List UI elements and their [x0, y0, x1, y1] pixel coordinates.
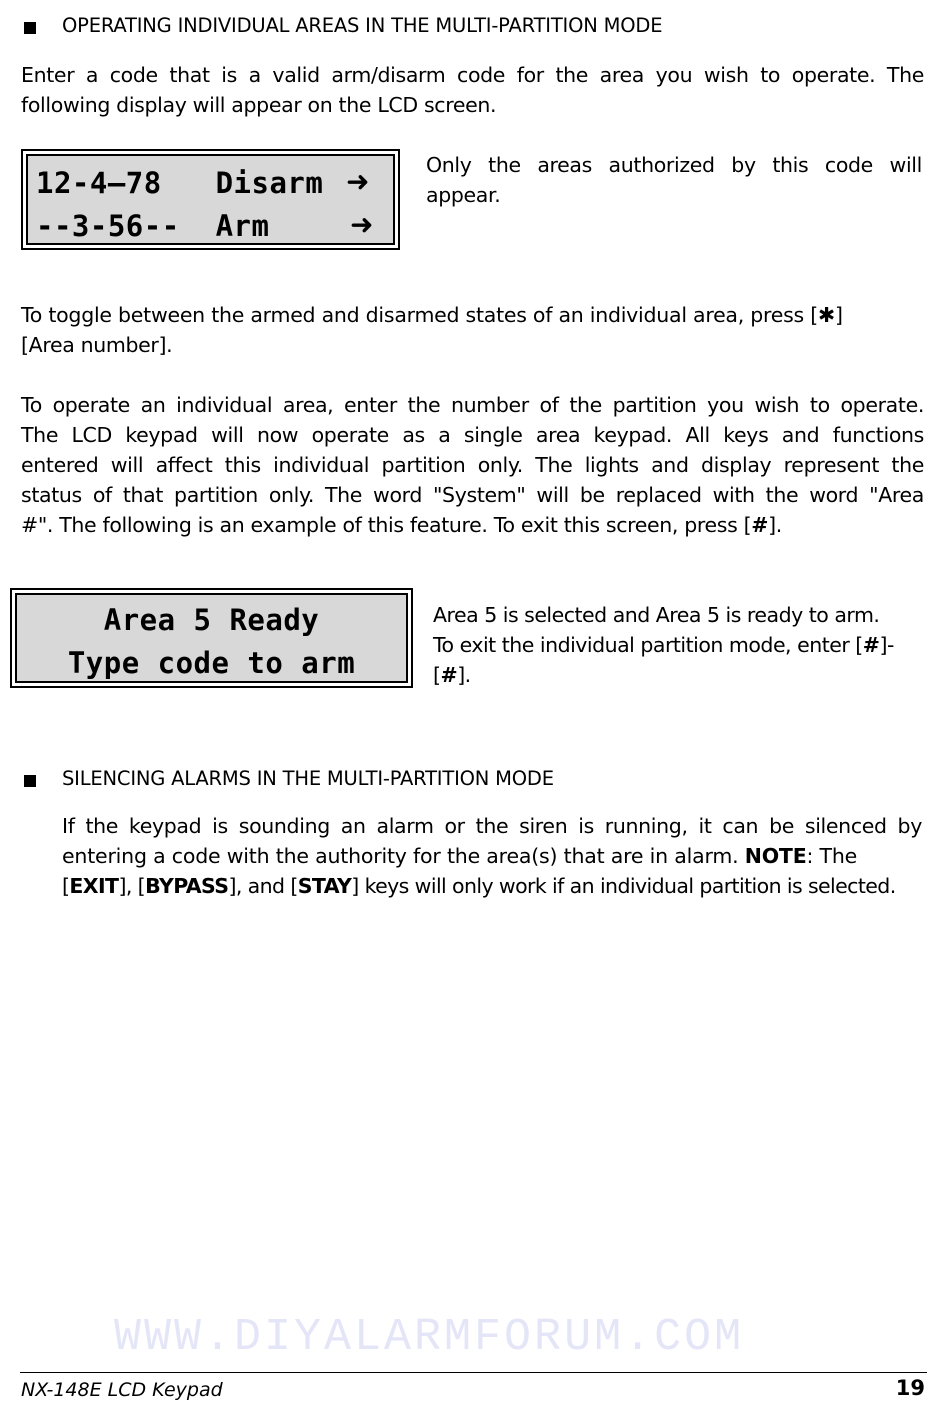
- operate-line-1: To operate an individual area, enter the number of the partition you wish to operate.: [21, 393, 924, 417]
- intro-paragraph: [21, 60, 924, 120]
- lcd2-note-close: ].: [457, 663, 471, 687]
- lcd2-note-dash: ]-: [879, 633, 894, 657]
- toggle-line-2: [Area number].: [21, 333, 173, 357]
- intro-line-1: Enter a code that is a valid arm/disarm code for the area you wish to operate. The: [21, 63, 924, 87]
- lcd-line-1: Area 5 Ready: [103, 603, 320, 637]
- silencing-line-2-text: entering a code with the authority for the area(s) that are in alarm.: [62, 844, 745, 868]
- right-arrow-icon: ➜: [350, 208, 374, 241]
- operate-line-4: status of that partition only. The word "System" will be replaced with the word "Area: [21, 483, 924, 507]
- hash-key: #: [862, 633, 880, 657]
- bullet-icon: [24, 775, 36, 787]
- exit-key: EXIT: [69, 874, 119, 898]
- hash-key: #: [440, 663, 458, 687]
- right-arrow-icon: ➜: [346, 165, 370, 198]
- lcd2-note-open: [: [433, 663, 441, 687]
- lcd2-note-line-3: [433, 660, 923, 690]
- lcd2-note: [433, 600, 923, 690]
- bracket: ], [: [118, 874, 146, 898]
- bracket: [: [62, 874, 70, 898]
- bracket: ], and [: [228, 874, 298, 898]
- silencing-line-1: If the keypad is sounding an alarm or the siren is running, it can be silenced by: [62, 814, 922, 838]
- section-heading-operating: OPERATING INDIVIDUAL AREAS IN THE MULTI-PARTITION MODE: [62, 14, 663, 37]
- toggle-bracket: ]: [834, 303, 843, 327]
- star-key: ✱: [818, 303, 835, 327]
- lcd-screen: [26, 154, 395, 245]
- hash-key: #: [751, 513, 769, 537]
- silencing-line-2: [62, 841, 922, 871]
- silencing-paragraph: [62, 811, 922, 901]
- lcd-display-area-ready: [10, 588, 413, 688]
- lcd-line-2: --3-56-- Arm: [36, 209, 270, 243]
- operate-line-2: The LCD keypad will now operate as a single area keypad. All keys and functions: [21, 423, 924, 447]
- footer-title: NX-148E LCD Keypad: [21, 1379, 223, 1401]
- bypass-key: BYPASS: [145, 874, 229, 898]
- toggle-text: To toggle between the armed and disarmed states of an individual area, press [: [21, 303, 819, 327]
- lcd1-note-line-1: Only the areas authorized by this code will: [426, 153, 922, 177]
- operate-line-5: [21, 510, 924, 540]
- lcd-screen: [15, 593, 408, 683]
- watermark: WWW.DIYALARMFORUM.COM: [114, 1312, 745, 1363]
- toggle-line-1: [21, 300, 926, 330]
- operate-paragraph: [21, 390, 924, 540]
- lcd-display-areas: [21, 149, 400, 250]
- note-label: NOTE: [744, 844, 807, 868]
- intro-line-2: following display will appear on the LCD screen.: [21, 93, 497, 117]
- section-heading-silencing: SILENCING ALARMS IN THE MULTI-PARTITION MODE: [62, 767, 554, 790]
- operate-line-5-end: ].: [768, 513, 782, 537]
- operate-line-3: entered will affect this individual partition only. The lights and display represent the: [21, 453, 924, 477]
- toggle-paragraph: [21, 300, 926, 360]
- operate-line-5-text: #". The following is an example of this feature. To exit this screen, press [: [21, 513, 752, 537]
- silencing-line-2-end: : The: [806, 844, 858, 868]
- bullet-icon: [24, 22, 36, 34]
- lcd1-note: [426, 150, 922, 210]
- silencing-line-3: [62, 871, 922, 901]
- page-number: 19: [895, 1376, 925, 1400]
- lcd-line-2: Type code to arm: [67, 646, 356, 680]
- stay-key: STAY: [297, 874, 352, 898]
- footer-divider: [20, 1372, 927, 1373]
- lcd-line-1: 12-4–78 Disarm: [36, 166, 324, 200]
- lcd2-note-line-1: Area 5 is selected and Area 5 is ready to arm.: [433, 603, 880, 627]
- lcd2-note-line-2: [433, 630, 923, 660]
- silencing-line-3-end: ] keys will only work if an individual partition is selected.: [351, 874, 896, 898]
- lcd1-note-line-2: appear.: [426, 183, 501, 207]
- lcd2-note-text: To exit the individual partition mode, enter [: [433, 633, 863, 657]
